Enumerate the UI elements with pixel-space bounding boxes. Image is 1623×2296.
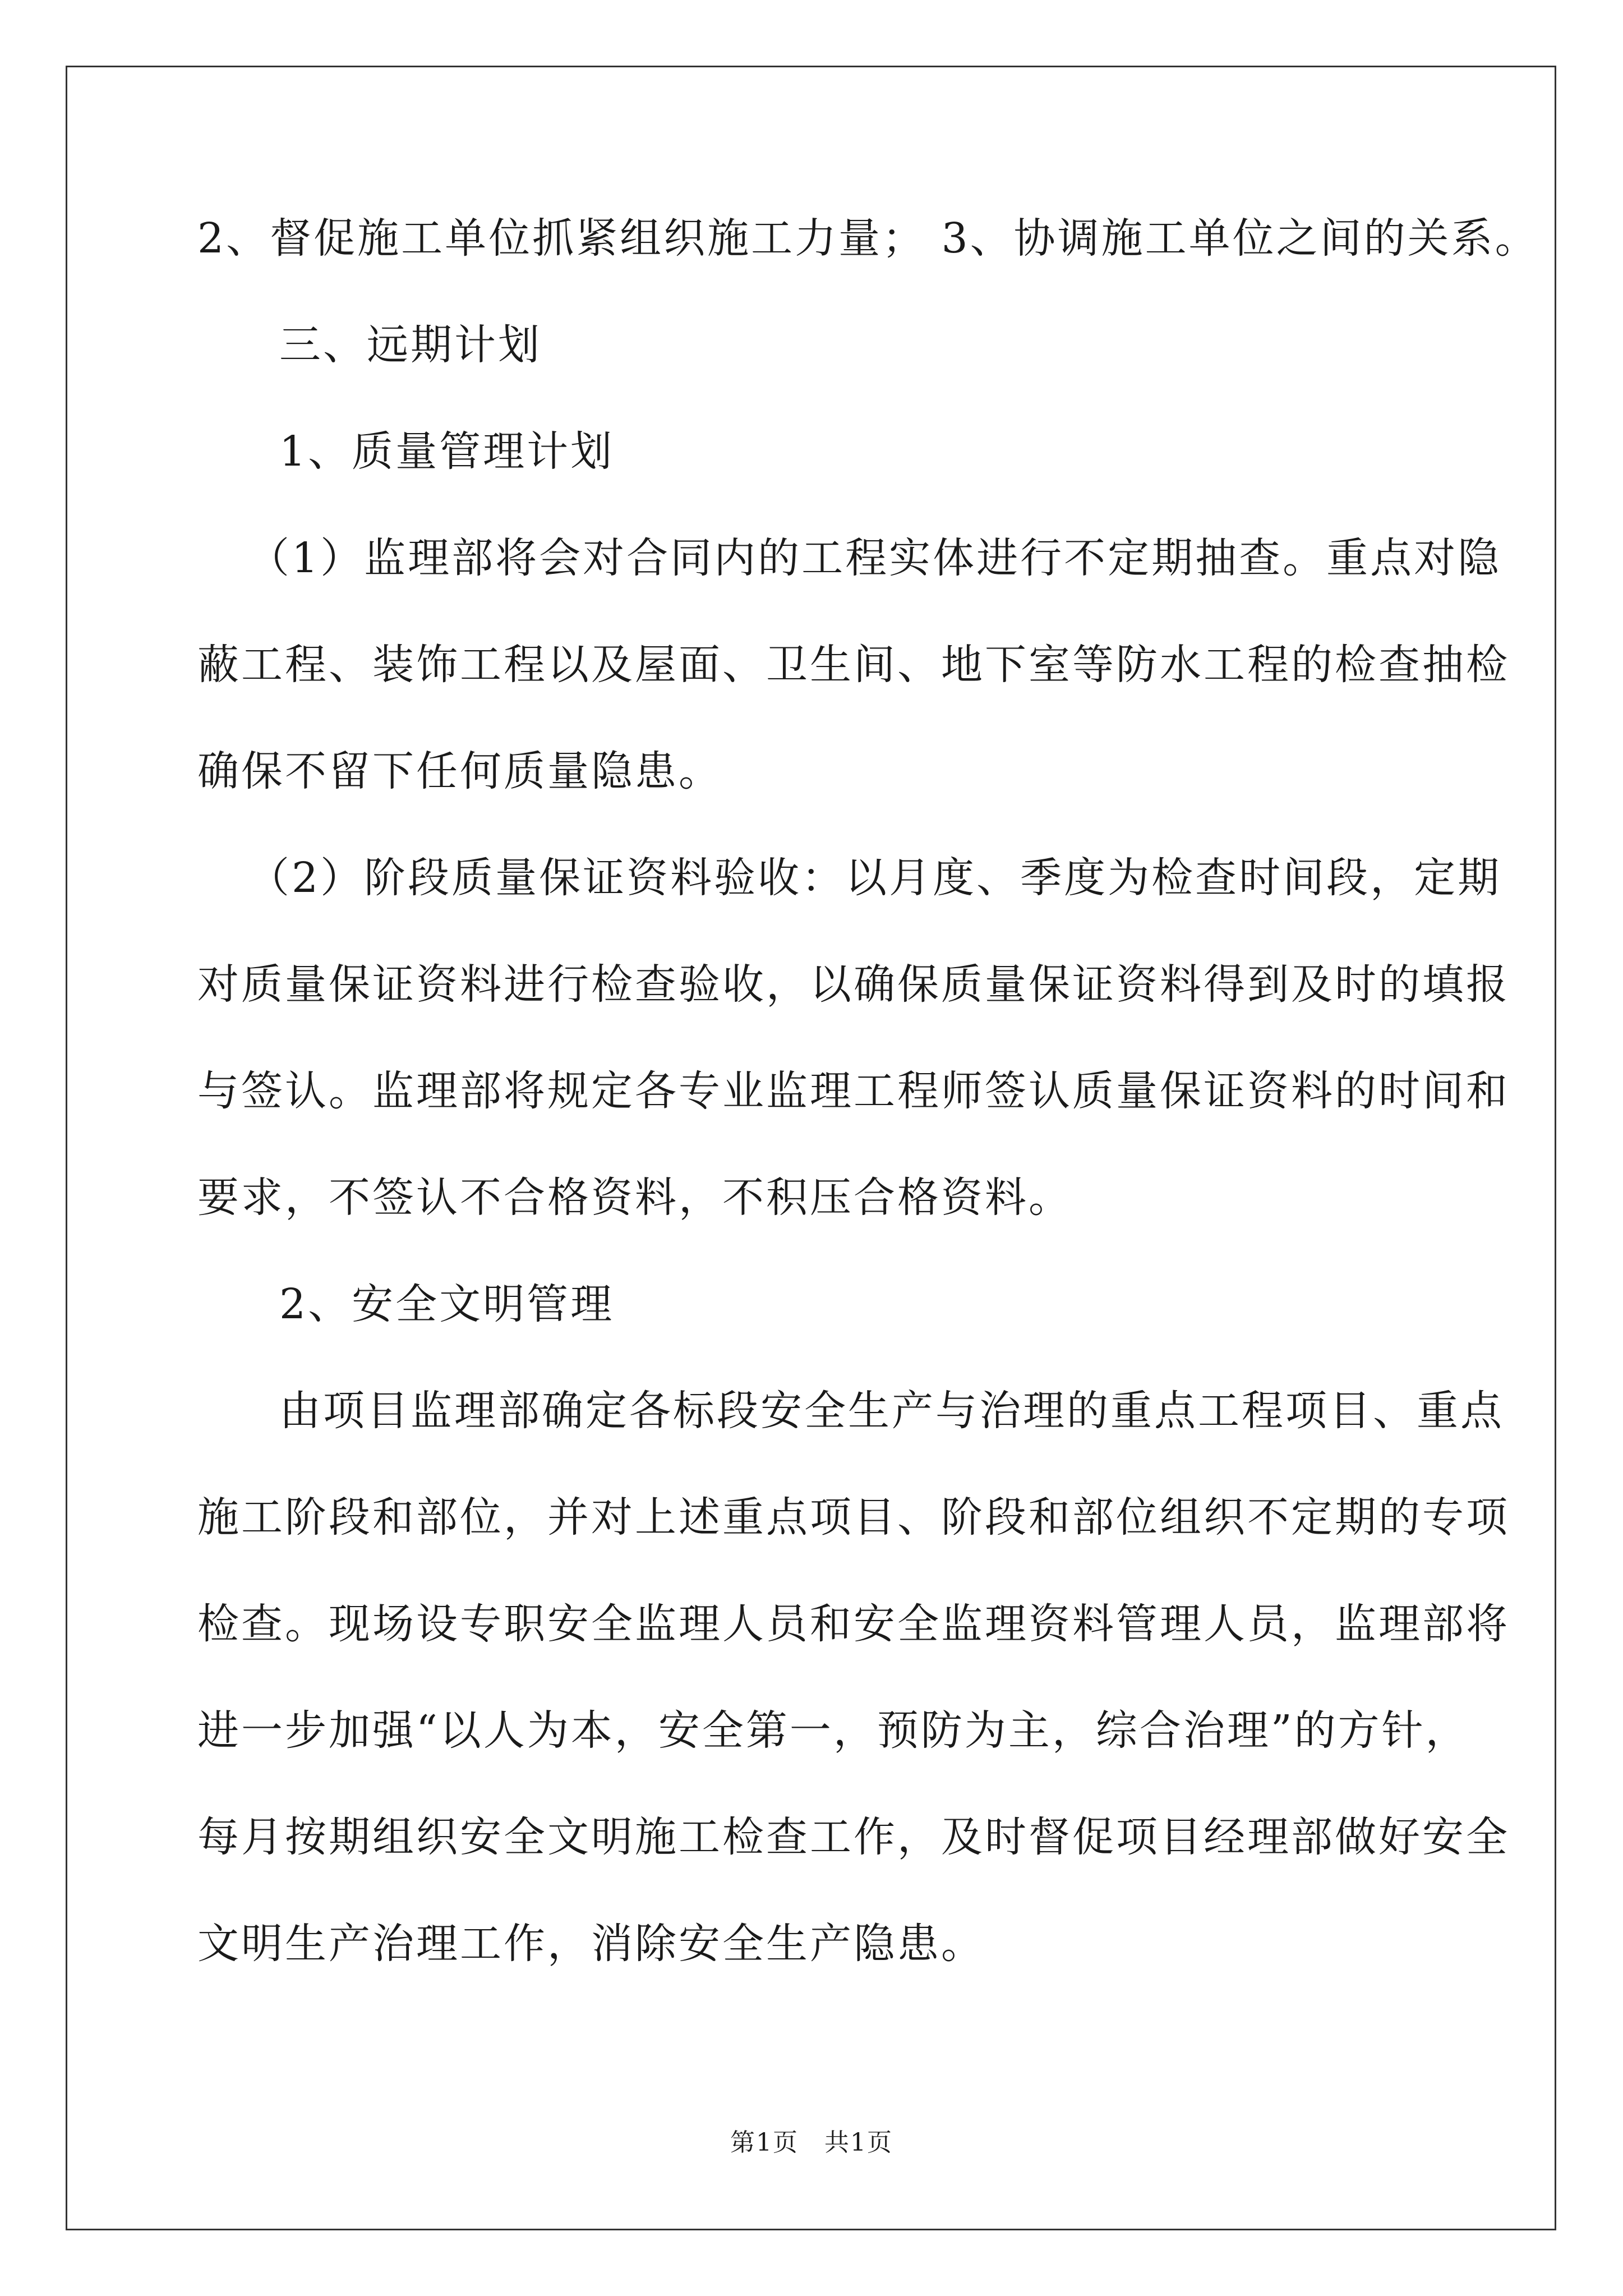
text-line: 文明生产治理工作，消除安全生产隐患。 (197, 1920, 985, 1968)
text-line: 2、督促施工单位抓紧组织施工力量； 3、协调施工单位之间的关系。 (197, 214, 1539, 263)
text-line: 对质量保证资料进行检查验收，以确保质量保证资料得到及时的填报 (197, 960, 1510, 1009)
subsection-heading: 1、质量管理计划 (279, 427, 615, 476)
text-line: 要求，不签认不合格资料，不积压合格资料。 (197, 1174, 1072, 1222)
text-line: 施工阶段和部位，并对上述重点项目、阶段和部位组织不定期的专项 (197, 1493, 1510, 1542)
text-line: （1）监理部将会对合同内的工程实体进行不定期抽查。重点对隐 (248, 534, 1502, 582)
text-line: 检查。现场设专职安全监理人员和安全监理资料管理人员，监理部将 (197, 1600, 1510, 1648)
text-line: 与签认。监理部将规定各专业监理工程师签认质量保证资料的时间和 (197, 1067, 1510, 1115)
section-heading: 三、远期计划 (279, 321, 542, 369)
text-line: 确保不留下任何质量隐患。 (197, 747, 722, 795)
page-border (66, 66, 1556, 2230)
text-line: 由项目监理部确定各标段安全生产与治理的重点工程项目、重点 (279, 1387, 1504, 1435)
text-line: 每月按期组织安全文明施工检查工作，及时督促项目经理部做好安全 (197, 1813, 1510, 1861)
text-line: （2）阶段质量保证资料验收：以月度、季度为检查时间段，定期 (248, 854, 1502, 902)
text-line: 进一步加强“以人为本，安全第一，预防为主，综合治理”的方针， (197, 1706, 1469, 1755)
subsection-heading: 2、安全文明管理 (279, 1280, 615, 1328)
text-line: 蔽工程、装饰工程以及屋面、卫生间、地下室等防水工程的检查抽检 (197, 641, 1510, 689)
page-number-footer: 第1页 共1页 (730, 2128, 893, 2157)
